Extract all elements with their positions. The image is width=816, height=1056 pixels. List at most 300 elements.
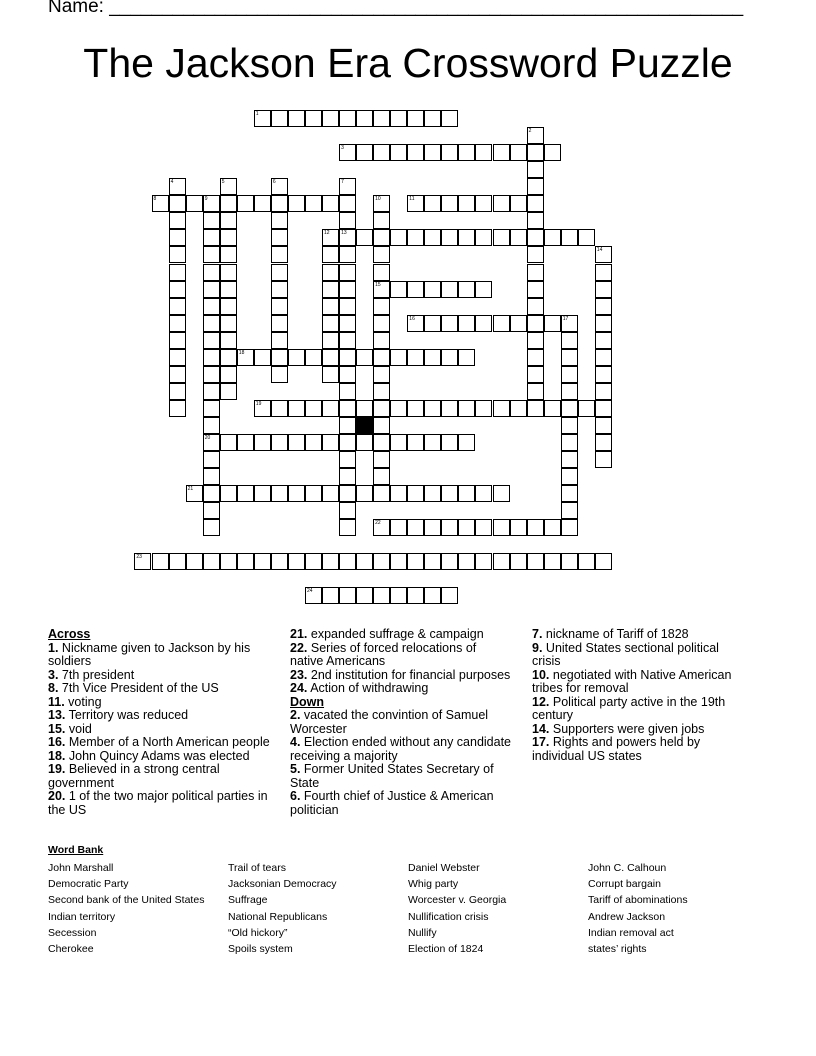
grid-cell[interactable]	[339, 264, 356, 281]
grid-cell[interactable]	[441, 587, 458, 604]
grid-cell[interactable]	[373, 264, 390, 281]
grid-cell[interactable]	[407, 315, 424, 332]
grid-cell[interactable]	[527, 229, 544, 246]
grid-cell[interactable]	[373, 434, 390, 451]
grid-cell[interactable]	[407, 519, 424, 536]
grid-cell[interactable]	[561, 332, 578, 349]
grid-cell[interactable]	[203, 468, 220, 485]
grid-cell[interactable]	[595, 400, 612, 417]
grid-cell[interactable]	[203, 383, 220, 400]
grid-cell[interactable]	[271, 553, 288, 570]
grid-cell[interactable]	[254, 553, 271, 570]
grid-cell[interactable]	[169, 349, 186, 366]
grid-cell[interactable]	[390, 110, 407, 127]
grid-cell[interactable]	[407, 553, 424, 570]
grid-cell[interactable]	[441, 229, 458, 246]
grid-cell[interactable]	[373, 400, 390, 417]
grid-cell[interactable]	[339, 468, 356, 485]
grid-cell[interactable]	[305, 553, 322, 570]
grid-cell[interactable]	[339, 246, 356, 263]
grid-cell[interactable]	[271, 332, 288, 349]
grid-cell[interactable]	[203, 212, 220, 229]
grid-cell[interactable]	[390, 587, 407, 604]
grid-cell[interactable]	[203, 451, 220, 468]
grid-cell[interactable]	[595, 383, 612, 400]
grid-cell[interactable]	[493, 519, 510, 536]
grid-cell[interactable]	[373, 212, 390, 229]
grid-cell[interactable]	[493, 195, 510, 212]
grid-cell[interactable]	[203, 400, 220, 417]
grid-cell[interactable]	[356, 110, 373, 127]
grid-cell[interactable]	[373, 195, 390, 212]
grid-cell[interactable]	[305, 400, 322, 417]
grid-cell[interactable]	[356, 553, 373, 570]
grid-cell[interactable]	[169, 366, 186, 383]
grid-cell[interactable]	[322, 332, 339, 349]
grid-cell[interactable]	[373, 110, 390, 127]
grid-cell[interactable]	[339, 587, 356, 604]
grid-cell[interactable]	[424, 281, 441, 298]
grid-cell[interactable]	[322, 315, 339, 332]
grid-cell[interactable]	[458, 315, 475, 332]
grid-cell[interactable]	[339, 349, 356, 366]
grid-cell[interactable]	[271, 246, 288, 263]
grid-cell[interactable]	[527, 264, 544, 281]
grid-cell[interactable]	[271, 281, 288, 298]
grid-cell[interactable]	[254, 110, 271, 127]
grid-cell[interactable]	[203, 434, 220, 451]
grid-cell[interactable]	[322, 110, 339, 127]
grid-cell[interactable]	[373, 553, 390, 570]
grid-cell[interactable]	[373, 366, 390, 383]
grid-cell[interactable]	[322, 485, 339, 502]
grid-cell[interactable]	[595, 315, 612, 332]
grid-cell[interactable]	[356, 400, 373, 417]
grid-cell[interactable]	[527, 298, 544, 315]
grid-cell[interactable]	[203, 519, 220, 536]
grid-cell[interactable]	[390, 485, 407, 502]
grid-cell[interactable]	[322, 298, 339, 315]
grid-cell[interactable]	[407, 400, 424, 417]
grid-cell[interactable]	[186, 485, 203, 502]
grid-cell[interactable]	[527, 246, 544, 263]
grid-cell[interactable]	[339, 332, 356, 349]
grid-cell[interactable]	[339, 366, 356, 383]
grid-cell[interactable]	[373, 519, 390, 536]
grid-cell[interactable]	[373, 349, 390, 366]
grid-cell[interactable]	[169, 246, 186, 263]
grid-cell[interactable]	[220, 434, 237, 451]
grid-cell[interactable]	[527, 519, 544, 536]
grid-cell[interactable]	[305, 349, 322, 366]
grid-cell[interactable]	[169, 178, 186, 195]
grid-cell[interactable]	[390, 519, 407, 536]
grid-cell[interactable]	[510, 519, 527, 536]
grid-cell[interactable]	[390, 349, 407, 366]
grid-cell[interactable]	[271, 298, 288, 315]
grid-cell[interactable]	[339, 519, 356, 536]
grid-cell[interactable]	[203, 229, 220, 246]
grid-cell[interactable]	[527, 281, 544, 298]
grid-cell[interactable]	[203, 315, 220, 332]
grid-cell[interactable]	[544, 519, 561, 536]
grid-cell[interactable]	[169, 212, 186, 229]
grid-cell[interactable]	[441, 281, 458, 298]
grid-cell[interactable]	[510, 400, 527, 417]
grid-cell[interactable]	[424, 553, 441, 570]
grid-cell[interactable]	[527, 400, 544, 417]
grid-cell[interactable]	[169, 315, 186, 332]
grid-cell[interactable]	[339, 400, 356, 417]
grid-cell[interactable]	[254, 434, 271, 451]
grid-cell[interactable]	[424, 587, 441, 604]
grid-cell[interactable]	[561, 519, 578, 536]
grid-cell[interactable]	[424, 229, 441, 246]
grid-cell[interactable]	[390, 229, 407, 246]
grid-cell[interactable]	[203, 349, 220, 366]
grid-cell[interactable]	[339, 178, 356, 195]
grid-cell[interactable]	[373, 485, 390, 502]
grid-cell[interactable]	[237, 485, 254, 502]
grid-cell[interactable]	[169, 383, 186, 400]
grid-cell[interactable]	[271, 178, 288, 195]
grid-cell[interactable]	[271, 315, 288, 332]
grid-cell[interactable]	[203, 502, 220, 519]
grid-cell[interactable]	[441, 315, 458, 332]
grid-cell[interactable]	[322, 366, 339, 383]
grid-cell[interactable]	[220, 281, 237, 298]
grid-cell[interactable]	[220, 212, 237, 229]
grid-cell[interactable]	[527, 212, 544, 229]
grid-cell[interactable]	[475, 144, 492, 161]
grid-cell[interactable]	[134, 553, 151, 570]
grid-cell[interactable]	[339, 451, 356, 468]
grid-cell[interactable]	[493, 400, 510, 417]
grid-cell[interactable]	[544, 144, 561, 161]
grid-cell[interactable]	[152, 195, 169, 212]
grid-cell[interactable]	[339, 434, 356, 451]
grid-cell[interactable]	[254, 349, 271, 366]
grid-cell[interactable]	[339, 281, 356, 298]
grid-cell[interactable]	[356, 485, 373, 502]
grid-cell[interactable]	[475, 519, 492, 536]
grid-cell[interactable]	[544, 315, 561, 332]
grid-cell[interactable]	[441, 434, 458, 451]
grid-cell[interactable]	[305, 485, 322, 502]
grid-cell[interactable]	[339, 229, 356, 246]
grid-cell[interactable]	[373, 246, 390, 263]
grid-cell[interactable]	[356, 587, 373, 604]
grid-cell[interactable]	[271, 264, 288, 281]
grid-cell[interactable]	[561, 400, 578, 417]
grid-cell[interactable]	[527, 383, 544, 400]
grid-cell[interactable]	[220, 298, 237, 315]
grid-cell[interactable]	[203, 332, 220, 349]
grid-cell[interactable]	[458, 195, 475, 212]
grid-cell[interactable]	[373, 144, 390, 161]
grid-cell[interactable]	[441, 400, 458, 417]
grid-cell[interactable]	[203, 246, 220, 263]
grid-cell[interactable]	[458, 281, 475, 298]
grid-cell[interactable]	[203, 553, 220, 570]
grid-cell[interactable]	[254, 400, 271, 417]
grid-cell[interactable]	[510, 229, 527, 246]
grid-cell[interactable]	[203, 366, 220, 383]
grid-cell[interactable]	[339, 502, 356, 519]
grid-cell[interactable]	[203, 485, 220, 502]
grid-cell[interactable]	[561, 434, 578, 451]
grid-cell[interactable]	[220, 195, 237, 212]
grid-cell[interactable]	[595, 417, 612, 434]
grid-cell[interactable]	[203, 417, 220, 434]
grid-cell[interactable]	[407, 195, 424, 212]
grid-cell[interactable]	[220, 366, 237, 383]
grid-cell[interactable]	[527, 195, 544, 212]
grid-cell[interactable]	[544, 553, 561, 570]
grid-cell[interactable]	[407, 229, 424, 246]
grid-cell[interactable]	[254, 485, 271, 502]
grid-cell[interactable]	[271, 366, 288, 383]
grid-cell[interactable]	[373, 417, 390, 434]
grid-cell[interactable]	[271, 229, 288, 246]
grid-cell[interactable]	[390, 400, 407, 417]
grid-cell[interactable]	[561, 553, 578, 570]
grid-cell[interactable]	[458, 144, 475, 161]
grid-cell[interactable]	[339, 144, 356, 161]
grid-cell[interactable]	[339, 383, 356, 400]
grid-cell[interactable]	[595, 366, 612, 383]
grid-cell[interactable]	[254, 195, 271, 212]
grid-cell[interactable]	[322, 434, 339, 451]
grid-cell[interactable]	[356, 349, 373, 366]
grid-cell[interactable]	[339, 110, 356, 127]
grid-cell[interactable]	[305, 587, 322, 604]
grid-cell[interactable]	[441, 349, 458, 366]
grid-cell[interactable]	[203, 195, 220, 212]
grid-cell[interactable]	[271, 110, 288, 127]
grid-cell[interactable]	[458, 349, 475, 366]
grid-cell[interactable]	[288, 434, 305, 451]
grid-cell[interactable]	[203, 298, 220, 315]
grid-cell[interactable]	[237, 434, 254, 451]
grid-cell[interactable]	[237, 195, 254, 212]
grid-cell[interactable]	[305, 195, 322, 212]
grid-cell[interactable]	[527, 161, 544, 178]
grid-cell[interactable]	[527, 349, 544, 366]
grid-cell[interactable]	[595, 332, 612, 349]
grid-cell[interactable]	[424, 349, 441, 366]
grid-cell[interactable]	[527, 144, 544, 161]
grid-cell[interactable]	[475, 229, 492, 246]
grid-cell[interactable]	[561, 229, 578, 246]
grid-cell[interactable]	[595, 298, 612, 315]
grid-cell[interactable]	[322, 229, 339, 246]
grid-cell[interactable]	[561, 383, 578, 400]
grid-cell[interactable]	[527, 315, 544, 332]
grid-cell[interactable]	[527, 127, 544, 144]
grid-cell[interactable]	[169, 264, 186, 281]
grid-cell[interactable]	[424, 519, 441, 536]
grid-cell[interactable]	[595, 553, 612, 570]
grid-cell[interactable]	[595, 264, 612, 281]
grid-cell[interactable]	[475, 400, 492, 417]
grid-cell[interactable]	[475, 315, 492, 332]
grid-cell[interactable]	[424, 144, 441, 161]
grid-cell[interactable]	[595, 434, 612, 451]
grid-cell[interactable]	[510, 195, 527, 212]
grid-cell[interactable]	[407, 434, 424, 451]
grid-cell[interactable]	[527, 366, 544, 383]
grid-cell[interactable]	[339, 553, 356, 570]
grid-cell[interactable]	[169, 229, 186, 246]
grid-cell[interactable]	[373, 383, 390, 400]
grid-cell[interactable]	[595, 281, 612, 298]
grid-cell[interactable]	[390, 434, 407, 451]
grid-cell[interactable]	[407, 349, 424, 366]
grid-cell[interactable]	[169, 195, 186, 212]
grid-cell[interactable]	[441, 519, 458, 536]
grid-cell[interactable]	[561, 417, 578, 434]
grid-cell[interactable]	[220, 178, 237, 195]
grid-cell[interactable]	[424, 434, 441, 451]
grid-cell[interactable]	[527, 553, 544, 570]
grid-cell[interactable]	[373, 451, 390, 468]
grid-cell[interactable]	[458, 519, 475, 536]
grid-cell[interactable]	[561, 468, 578, 485]
grid-cell[interactable]	[169, 281, 186, 298]
grid-cell[interactable]	[561, 366, 578, 383]
grid-cell[interactable]	[373, 315, 390, 332]
grid-cell[interactable]	[475, 485, 492, 502]
grid-cell[interactable]	[322, 349, 339, 366]
grid-cell[interactable]	[271, 400, 288, 417]
grid-cell[interactable]	[510, 315, 527, 332]
grid-cell[interactable]	[578, 400, 595, 417]
grid-cell[interactable]	[288, 110, 305, 127]
grid-cell[interactable]	[220, 229, 237, 246]
grid-cell[interactable]	[186, 195, 203, 212]
grid-cell[interactable]	[561, 451, 578, 468]
grid-cell[interactable]	[424, 110, 441, 127]
grid-cell[interactable]	[169, 400, 186, 417]
grid-cell[interactable]	[373, 298, 390, 315]
grid-cell[interactable]	[595, 451, 612, 468]
grid-cell[interactable]	[322, 195, 339, 212]
grid-cell[interactable]	[458, 229, 475, 246]
grid-cell[interactable]	[356, 434, 373, 451]
grid-cell[interactable]	[475, 281, 492, 298]
grid-cell[interactable]	[493, 315, 510, 332]
grid-cell[interactable]	[220, 383, 237, 400]
grid-cell[interactable]	[390, 553, 407, 570]
grid-cell[interactable]	[544, 229, 561, 246]
grid-cell[interactable]	[441, 144, 458, 161]
grid-cell[interactable]	[561, 485, 578, 502]
grid-cell[interactable]	[339, 212, 356, 229]
grid-cell[interactable]	[561, 349, 578, 366]
grid-cell[interactable]	[339, 195, 356, 212]
grid-cell[interactable]	[595, 349, 612, 366]
grid-cell[interactable]	[322, 587, 339, 604]
grid-cell[interactable]	[220, 485, 237, 502]
grid-cell[interactable]	[475, 553, 492, 570]
grid-cell[interactable]	[424, 485, 441, 502]
grid-cell[interactable]	[407, 485, 424, 502]
grid-cell[interactable]	[407, 281, 424, 298]
grid-cell[interactable]	[220, 264, 237, 281]
grid-cell[interactable]	[237, 553, 254, 570]
grid-cell[interactable]	[288, 553, 305, 570]
grid-cell[interactable]	[424, 195, 441, 212]
grid-cell[interactable]	[458, 434, 475, 451]
grid-cell[interactable]	[441, 553, 458, 570]
grid-cell[interactable]	[322, 281, 339, 298]
grid-cell[interactable]	[220, 246, 237, 263]
grid-cell[interactable]	[441, 195, 458, 212]
grid-cell[interactable]	[441, 485, 458, 502]
grid-cell[interactable]	[493, 144, 510, 161]
grid-cell[interactable]	[493, 485, 510, 502]
grid-cell[interactable]	[373, 332, 390, 349]
grid-cell[interactable]	[544, 400, 561, 417]
grid-cell[interactable]	[493, 553, 510, 570]
grid-cell[interactable]	[510, 553, 527, 570]
grid-cell[interactable]	[578, 553, 595, 570]
grid-cell[interactable]	[407, 144, 424, 161]
grid-cell[interactable]	[458, 485, 475, 502]
grid-cell[interactable]	[373, 587, 390, 604]
grid-cell[interactable]	[441, 110, 458, 127]
grid-cell[interactable]	[288, 349, 305, 366]
grid-cell[interactable]	[424, 400, 441, 417]
grid-cell[interactable]	[220, 553, 237, 570]
grid-cell[interactable]	[458, 553, 475, 570]
grid-cell[interactable]	[407, 587, 424, 604]
grid-cell[interactable]	[407, 110, 424, 127]
grid-cell[interactable]	[373, 281, 390, 298]
grid-cell[interactable]	[561, 315, 578, 332]
grid-cell[interactable]	[527, 178, 544, 195]
grid-cell[interactable]	[390, 281, 407, 298]
grid-cell[interactable]	[288, 400, 305, 417]
grid-cell[interactable]	[305, 110, 322, 127]
grid-cell[interactable]	[169, 298, 186, 315]
grid-cell[interactable]	[186, 553, 203, 570]
grid-cell[interactable]	[356, 144, 373, 161]
grid-cell[interactable]	[220, 349, 237, 366]
grid-cell[interactable]	[271, 195, 288, 212]
grid-cell[interactable]	[271, 485, 288, 502]
grid-cell[interactable]	[220, 315, 237, 332]
grid-cell[interactable]	[169, 332, 186, 349]
grid-cell[interactable]	[271, 349, 288, 366]
grid-cell[interactable]	[458, 400, 475, 417]
grid-cell[interactable]	[288, 485, 305, 502]
grid-cell[interactable]	[527, 332, 544, 349]
grid-cell[interactable]	[493, 229, 510, 246]
grid-cell[interactable]	[595, 246, 612, 263]
grid-cell[interactable]	[339, 315, 356, 332]
grid-cell[interactable]	[373, 468, 390, 485]
grid-cell[interactable]	[339, 485, 356, 502]
grid-cell[interactable]	[424, 315, 441, 332]
grid-cell[interactable]	[203, 264, 220, 281]
grid-cell[interactable]	[373, 229, 390, 246]
grid-cell[interactable]	[578, 229, 595, 246]
grid-cell[interactable]	[237, 349, 254, 366]
grid-cell[interactable]	[305, 434, 322, 451]
grid-cell[interactable]	[356, 229, 373, 246]
